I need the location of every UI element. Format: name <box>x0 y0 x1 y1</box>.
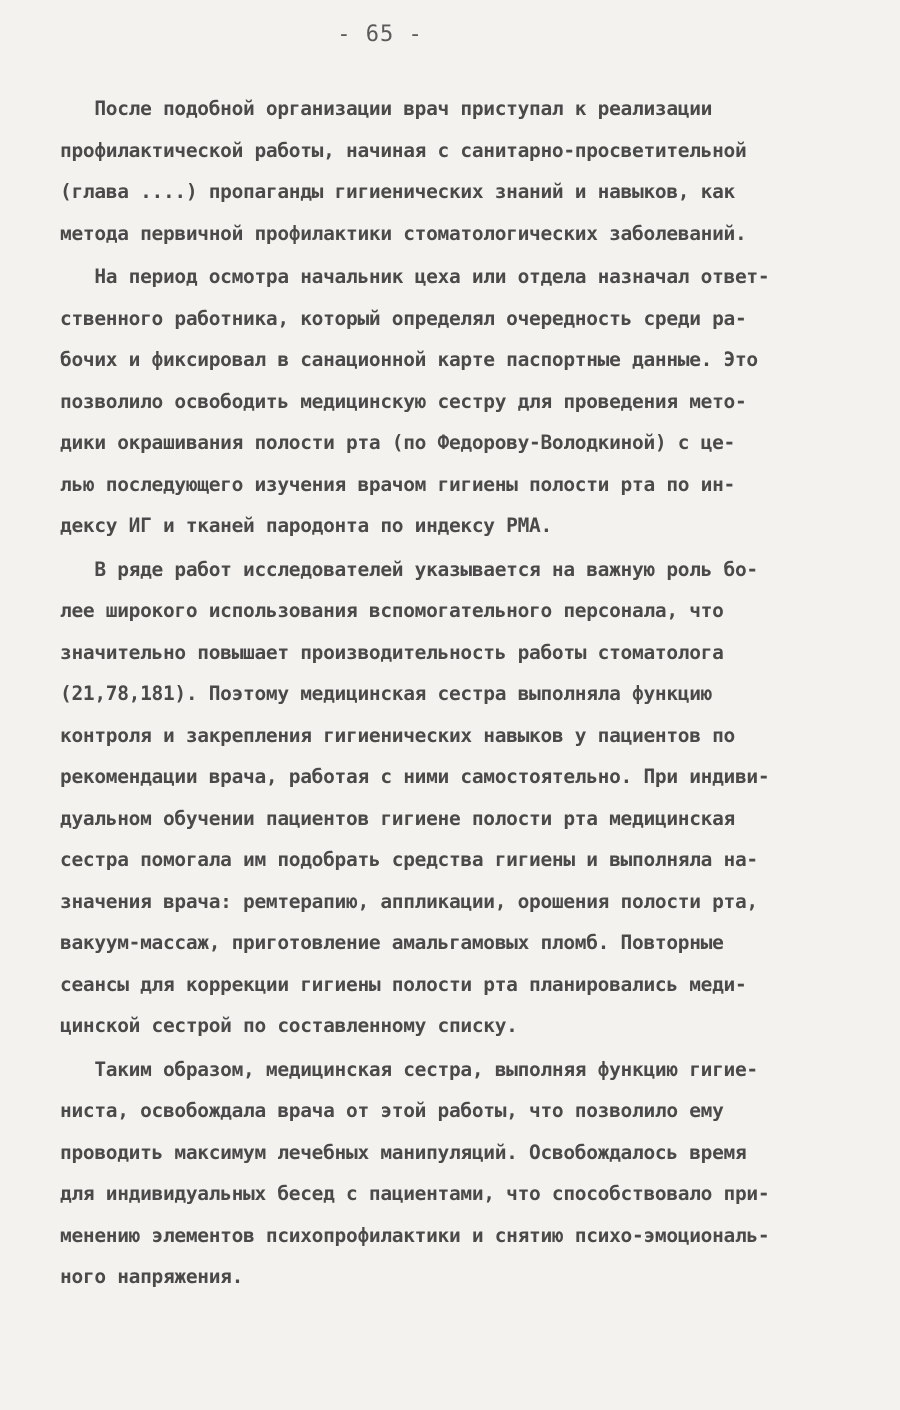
text-line: После подобной организации врач приступал к реализации <box>60 97 713 120</box>
text-line: сеансы для коррекции гигиены полости рта планировались меди- <box>60 972 747 996</box>
page-number: - 65 - <box>337 22 423 47</box>
text-line: На период осмотра начальник цеха или отдела назначал ответ- <box>60 265 770 288</box>
text-line: дексу ИГ и тканей пародонта по индексу РМА. <box>60 514 552 537</box>
body-text <box>60 88 850 1298</box>
text-line: позволило освободить медицинскую сестру для проведения мето- <box>60 389 747 413</box>
text-line: сестра помогала им подобрать средства гигиены и выполняла на- <box>60 848 758 871</box>
paragraph <box>60 549 850 1047</box>
text-line: В ряде работ исследователей указывается на важную роль бо- <box>60 557 758 581</box>
text-line: (глава ....) пропаганды гигиенических знаний и навыков, как <box>60 180 735 203</box>
text-line: значительно повышает производительность работы стоматолога <box>60 640 724 664</box>
text-line: для индивидуальных бесед с пациентами, что способствовало при- <box>60 1182 770 1205</box>
text-line: дуальном обучении пациентов гигиене полости рта медицинская <box>60 806 735 830</box>
text-line: профилактической работы, начиная с санитарно-просветительной <box>60 138 747 162</box>
text-line: рекомендации врача, работая с ними самостоятельно. При индиви- <box>60 765 770 788</box>
text-line: (21,78,181). Поэтому медицинская сестра выполняла функцию <box>60 682 713 705</box>
text-line: значения врача: ремтерапию, аппликации, орошения полости рта, <box>60 889 758 913</box>
text-line: проводить максимум лечебных манипуляций. Освобождалось время <box>60 1140 747 1164</box>
text-line: цинской сестрой по составленному списку. <box>60 1014 518 1037</box>
text-line: лее широкого использования вспомогательного персонала, что <box>60 599 724 622</box>
paragraph <box>60 1049 850 1298</box>
text-line: Таким образом, медицинская сестра, выполняя функцию гигие- <box>60 1057 758 1081</box>
text-line: ственного работника, который определял очередность среди ра- <box>60 306 747 330</box>
text-line: метода первичной профилактики стоматологических заболеваний. <box>60 221 747 245</box>
text-line: бочих и фиксировал в санационной карте паспортные данные. Это <box>60 348 758 371</box>
paragraph <box>60 88 850 254</box>
text-line: ного напряжения. <box>60 1265 244 1288</box>
text-line: лью последующего изучения врачом гигиены полости рта по ин- <box>60 472 735 496</box>
text-line: менению элементов психопрофилактики и снятию психо-эмоциональ- <box>60 1223 770 1247</box>
paragraph <box>60 256 850 547</box>
text-line: ниста, освобождала врача от этой работы, что позволило ему <box>60 1099 724 1122</box>
text-line: контроля и закрепления гигиенических навыков у пациентов по <box>60 723 735 747</box>
text-line: дики окрашивания полости рта (по Федорову-Володкиной) с це- <box>60 431 735 454</box>
text-line: вакуум-массаж, приготовление амальгамовых пломб. Повторные <box>60 931 724 954</box>
